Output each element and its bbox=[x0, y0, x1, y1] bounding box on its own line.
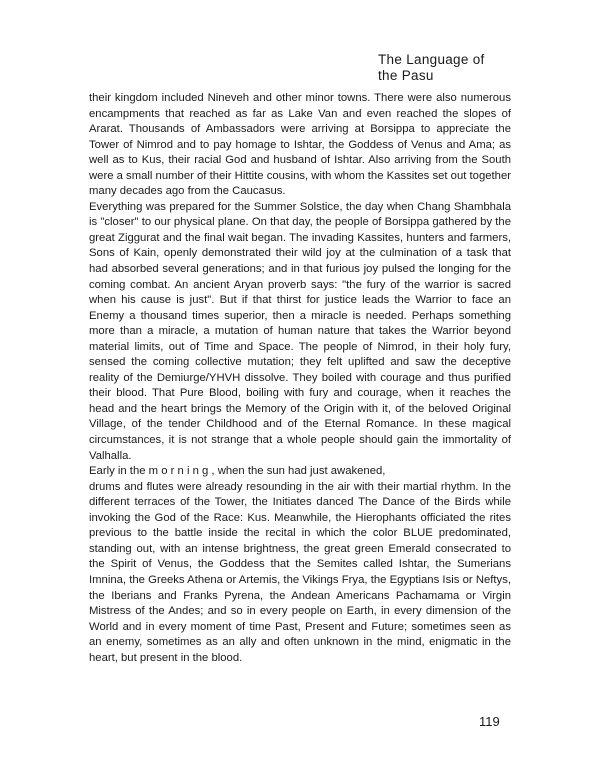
header-title-line-1: The Language of bbox=[378, 52, 485, 67]
body-text bbox=[89, 91, 511, 666]
paragraph: Everything was prepared for the Summer Solstice, the day when Chang Shambhala is "closer" to our physical plane. On that day, the people of Borsippa gathered by the great Ziggurat and the final wait began. The invading Kassites, hunters and farmers, Sons of Kain, openly demonstrated their wild joy at the culmination of a task that had absorbed several generations; and in that furious joy pulsed the longing for the coming combat. An ancient Aryan proverb says: "the fury of the warrior is sacred when his cause is just". But if that thirst for justice leads the Warrior to face an Enemy a thousand times superior, then a miracle is needed. Perhaps something more than a miracle, a mutation of human nature that takes the Warrior beyond material limits, out of Time and Space. The people of Nimrod, in their holy fury, sensed the coming collective mutation; they felt uplifted and saw the deceptive reality of the Demiurge/YHVH dissolve. They boiled with courage and thus purified their blood. That Pure Blood, boiling with fury and courage, when it reaches the head and the heart brings the Memory of the Origin with it, of the beloved Original Village, of the tender Childhood and of the Eternal Romance. In these magical circumstances, it is not strange that a whole people should gain the immortality of Valhalla. bbox=[89, 200, 511, 462]
paragraph: Early in the m o r n i n g , when the sun had just awakened, bbox=[89, 465, 386, 478]
running-header bbox=[378, 52, 578, 84]
header-title-line-2: the Pasu bbox=[378, 68, 434, 83]
page-number: 119 bbox=[479, 714, 500, 729]
paragraph: their kingdom included Nineveh and other minor towns. There were also numerous encampments that reached as far as Lake Van and even reached the slopes of Ararat. Thousands of Ambassadors were arriving at Borsippa to appreciate the Tower of Nimrod and to pay homage to Ishtar, the Goddess of Venus and Ama; as well as to Kus, their racial God and husband of Ishtar. Also arriving from the South were a small number of their Hittite cousins, with whom the Kassites set out together many decades ago from the Caucasus. bbox=[89, 92, 511, 198]
paragraph: drums and flutes were already resounding in the air with their martial rhythm. In the different terraces of the Tower, the Initiates danced The Dance of the Birds while invoking the God of the Race: Kus. Meanwhile, the Hierophants officiated the rites previous to the battle inside the recital in which the color BLUE predominated, standing out, with an intense brightness, the great green Emerald consecrated to the Spirit of Venus, the Goddess that the Semites called Ishtar, the Sumerians Imnina, the Greeks Athena or Artemis, the Vikings Frya, the Egyptians Isis or Neftys, the Iberians and Franks Pyrena, the Andean Americans Pachamama or Virgin Mistress of the Andes; and so in every people on Earth, in every dimension of the World and in every moment of time Past, Present and Future; sometimes seen as an enemy, sometimes as an ally and often unknown in the mind, enigmatic in the heart, but present in the blood. bbox=[89, 480, 511, 664]
